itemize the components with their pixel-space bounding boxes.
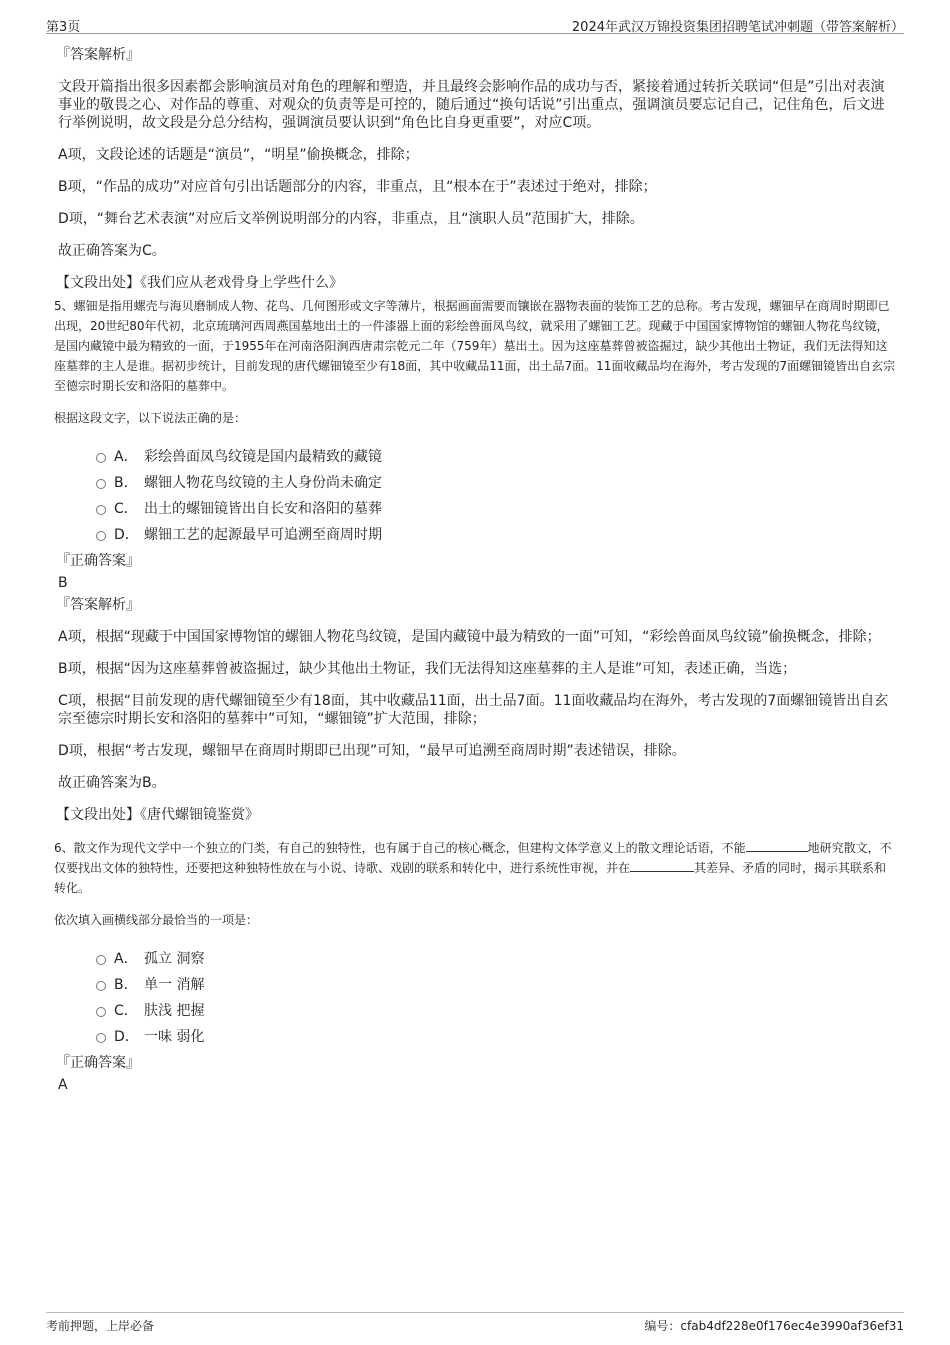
q4-source: 【文段出处】《我们应从老戏骨身上学些什么》	[56, 275, 343, 291]
q5-option-d[interactable]	[96, 522, 896, 548]
q4-conclusion: 故正确答案为C。	[58, 243, 166, 259]
radio-icon[interactable]	[96, 981, 106, 991]
radio-icon[interactable]	[96, 1033, 106, 1043]
q6-option-b[interactable]	[96, 972, 896, 998]
radio-icon[interactable]	[96, 505, 106, 515]
q6-answer-label: 『正确答案』	[56, 1055, 140, 1071]
q5-answer-label: 『正确答案』	[56, 553, 140, 569]
document-code: 编号：cfab4df228e0f176ec4e3990af36ef31	[644, 1319, 904, 1333]
option-text: 出土的螺钿镜皆出自长安和洛阳的墓葬	[144, 501, 382, 517]
option-letter: B．	[114, 475, 138, 491]
radio-icon[interactable]	[96, 1007, 106, 1017]
radio-icon[interactable]	[96, 531, 106, 541]
q6-stem-part1: 6、散文作为现代文学中一个独立的门类，有自己的独特性，也有属于自己的核心概念，但建构文体学意义上的散文理论话语，不能	[54, 841, 746, 855]
q5-conclusion: 故正确答案为B。	[58, 775, 166, 791]
q5-analysis-option-a: A项，根据“现藏于中国国家博物馆的螺钿人物花鸟纹镜，是国内藏镜中最为精致的一面”可知，“彩绘兽面凤鸟纹镜”偷换概念，排除；	[58, 629, 881, 645]
footer-slogan: 考前押题，上岸必备	[46, 1319, 155, 1333]
option-text: 孤立 洞察	[144, 951, 205, 967]
q4-analysis-paragraph: 文段开篇指出很多因素都会影响演员对角色的理解和塑造，并且最终会影响作品的成功与否，紧接着通过转折关联词“但是”引出对表演事业的敬畏之心、对作品的尊重、对观众的负责等是可控的，随后通过“换句话说”引出重点，强调演员要忘记自己，记住角色，后文进行举例说明，故文段是分总分结构，强调演员要认识到“角色比自身更重要”，对应C项。	[58, 79, 885, 131]
option-text: 彩绘兽面凤鸟纹镜是国内最精致的藏镜	[144, 449, 382, 465]
page-header	[46, 14, 904, 34]
option-letter: C．	[114, 501, 138, 517]
option-letter: C．	[114, 1003, 138, 1019]
option-letter: A．	[114, 951, 138, 967]
q6-prompt: 依次填入画横线部分最恰当的一项是：	[54, 913, 259, 927]
q5-option-c[interactable]	[96, 496, 896, 522]
q6-stem	[54, 838, 896, 898]
option-text: 单一 消解	[144, 977, 205, 993]
option-letter: B．	[114, 977, 138, 993]
option-text: 一味 弱化	[144, 1029, 205, 1045]
document-body	[56, 46, 896, 1094]
q6-option-d[interactable]	[96, 1024, 896, 1050]
option-text: 肤浅 把握	[144, 1003, 205, 1019]
fill-blank-2	[630, 860, 694, 872]
q5-analysis-label: 『答案解析』	[56, 597, 140, 613]
q5-analysis-option-c: C项，根据“目前发现的唐代螺钿镜至少有18面，其中收藏品11面，出土品7面。11面收藏品均在海外，考古发现的7面螺钿镜皆出自玄宗至德宗时期长安和洛阳的墓葬中”可知，“螺钿镜”扩大范围，排除；	[58, 693, 889, 727]
q5-stem: 5、螺钿是指用螺壳与海贝磨制成人物、花鸟、几何图形或文字等薄片，根据画面需要而镶嵌在器物表面的装饰工艺的总称。考古发现，螺钿早在商周时期即已出现，20世纪80年代初，北京琉璃河西周燕国墓地出土的一件漆器上面的彩绘兽面凤鸟纹，就采用了螺钿工艺。现藏于中国国家博物馆的螺钿人物花鸟纹镜，是国内藏镜中最为精致的一面，于1955年在河南洛阳涧西唐肃宗乾元二年（759年）墓出土。因为这座墓葬曾被盗掘过，缺少其他出土物证，我们无法得知这座墓葬的主人是谁。据初步统计，目前发现的唐代螺钿镜至少有18面，其中收藏品11面，出土品7面。11面收藏品均在海外，考古发现的7面螺钿镜皆出自玄宗至德宗时期长安和洛阳的墓葬中。	[54, 299, 896, 393]
q6-stem-part2: 地研究散文，不仅要找出文体的独特性，还要把这种独特性放在与小说、诗歌、戏剧的联系和转化中，进行系统性审视，并在	[54, 841, 892, 875]
q5-option-b[interactable]	[96, 470, 896, 496]
radio-icon[interactable]	[96, 955, 106, 965]
q4-analysis-option-b: B项，“作品的成功”对应首句引出话题部分的内容，非重点，且“根本在于”表述过于绝对，排除；	[58, 179, 657, 195]
q4-analysis-option-a: A项，文段论述的话题是“演员”，“明星”偷换概念，排除；	[58, 147, 419, 163]
document-title: 2024年武汉万锦投资集团招聘笔试冲刺题（带答案解析）	[571, 20, 904, 35]
q5-answer: B	[58, 575, 68, 591]
q4-analysis-option-d: D项，“舞台艺术表演”对应后文举例说明部分的内容，非重点，且“演职人员”范围扩大，排除。	[58, 211, 644, 227]
radio-icon[interactable]	[96, 479, 106, 489]
q5-analysis-option-b: B项，根据“因为这座墓葬曾被盗掘过，缺少其他出土物证，我们无法得知这座墓葬的主人是谁”可知，表述正确，当选；	[58, 661, 797, 677]
q6-options	[96, 946, 896, 1050]
page-number: 第3页	[46, 20, 81, 35]
q6-option-a[interactable]	[96, 946, 896, 972]
option-letter: D．	[114, 1029, 139, 1045]
q5-analysis-option-d: D项，根据“考古发现，螺钿早在商周时期即已出现”可知，“最早可追溯至商周时期”表述错误，排除。	[58, 743, 686, 759]
option-letter: A．	[114, 449, 138, 465]
q4-analysis-label: 『答案解析』	[56, 47, 140, 63]
option-text: 螺钿工艺的起源最早可追溯至商周时期	[144, 527, 382, 543]
page-footer	[46, 1312, 904, 1334]
q5-source: 【文段出处】《唐代螺钿镜鉴赏》	[56, 807, 259, 823]
q6-stem-part3: 其差异、矛盾的同时，揭示其联系和转化。	[54, 861, 887, 895]
option-letter: D．	[114, 527, 139, 543]
q5-option-a[interactable]	[96, 444, 896, 470]
option-text: 螺钿人物花鸟纹镜的主人身份尚未确定	[144, 475, 382, 491]
q5-prompt: 根据这段文字，以下说法正确的是：	[54, 411, 247, 425]
q6-option-c[interactable]	[96, 998, 896, 1024]
fill-blank-1	[746, 840, 808, 852]
q6-answer: A	[58, 1077, 68, 1093]
radio-icon[interactable]	[96, 453, 106, 463]
q5-options	[96, 444, 896, 548]
